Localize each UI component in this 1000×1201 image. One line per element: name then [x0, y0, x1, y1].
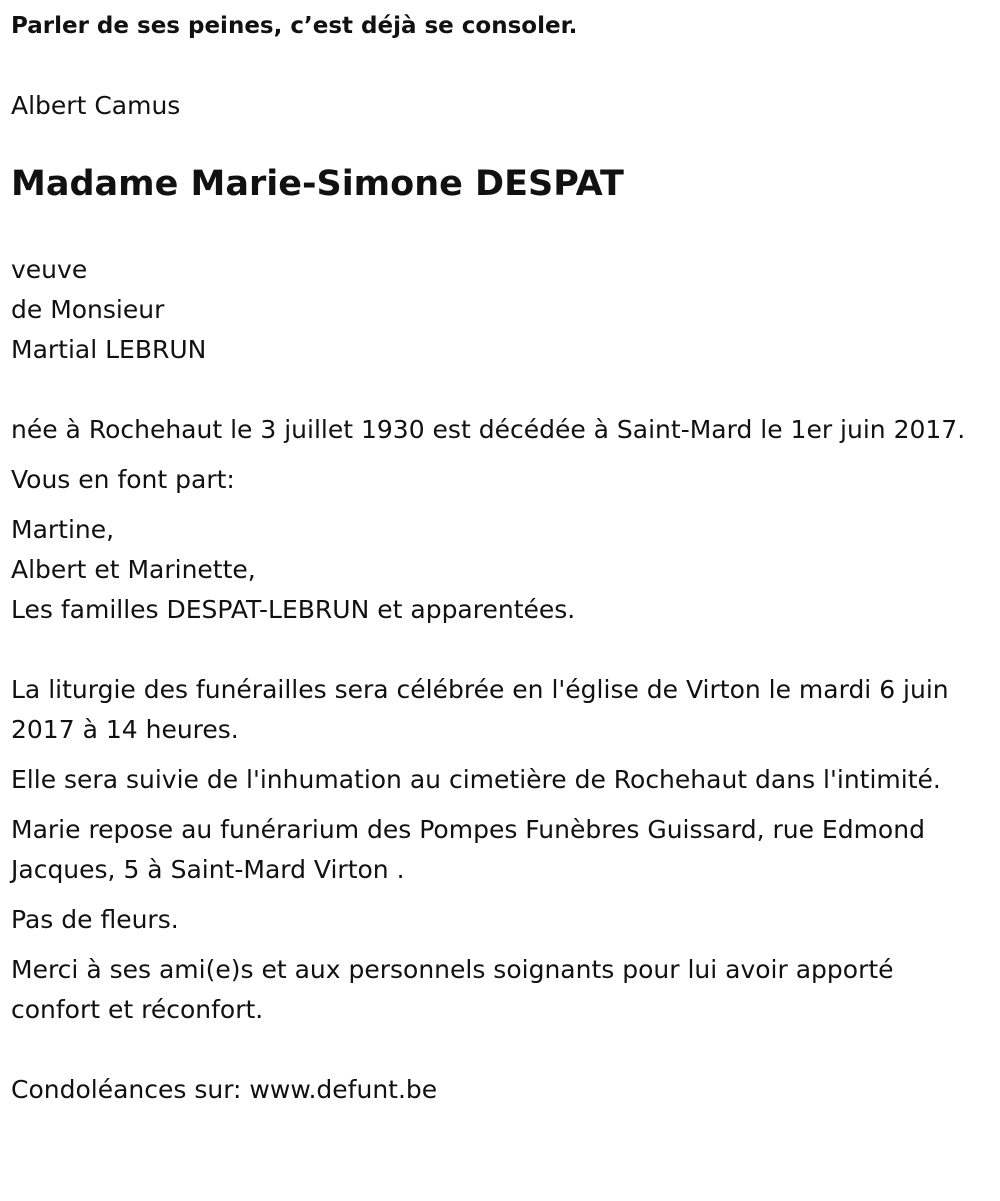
quote-author: Albert Camus	[11, 91, 181, 120]
spouse-line: veuve	[11, 255, 88, 284]
burial-text: Elle sera suivie de l'inhumation au cimetière de Rochehaut dans l'intimité.	[11, 765, 941, 794]
family-line: Martine,	[11, 515, 115, 544]
family-line: Albert et Marinette,	[11, 555, 256, 584]
funeral-text: La liturgie des funérailles sera célébrée en l'église de Virton le mardi 6 juin 2017 à 14 heures.	[11, 675, 949, 744]
thanks-text: Merci à ses ami(e)s et aux personnels soignants pour lui avoir apporté confort et réconfort.	[11, 955, 894, 1024]
family-block	[11, 510, 990, 630]
no-flowers-text: Pas de fleurs.	[11, 905, 179, 934]
spouse-line: Martial LEBRUN	[11, 335, 207, 364]
spouse-line: de Monsieur	[11, 295, 165, 324]
reposing-text: Marie repose au funérarium des Pompes Funèbres Guissard, rue Edmond Jacques, 5 à Saint-Mard Virton .	[11, 815, 925, 884]
family-line: Les familles DESPAT-LEBRUN et apparentées.	[11, 595, 576, 624]
condolences-text: Condoléances sur: www.defunt.be	[11, 1075, 438, 1104]
announcement-intro: Vous en font part:	[11, 465, 235, 494]
spouse-block	[11, 250, 990, 370]
deceased-name: Madame Marie-Simone DESPAT	[11, 164, 624, 204]
birth-death-text: née à Rochehaut le 3 juillet 1930 est décédée à Saint-Mard le 1er juin 2017.	[11, 415, 966, 444]
quote: Parler de ses peines, c’est déjà se consoler.	[11, 13, 578, 39]
